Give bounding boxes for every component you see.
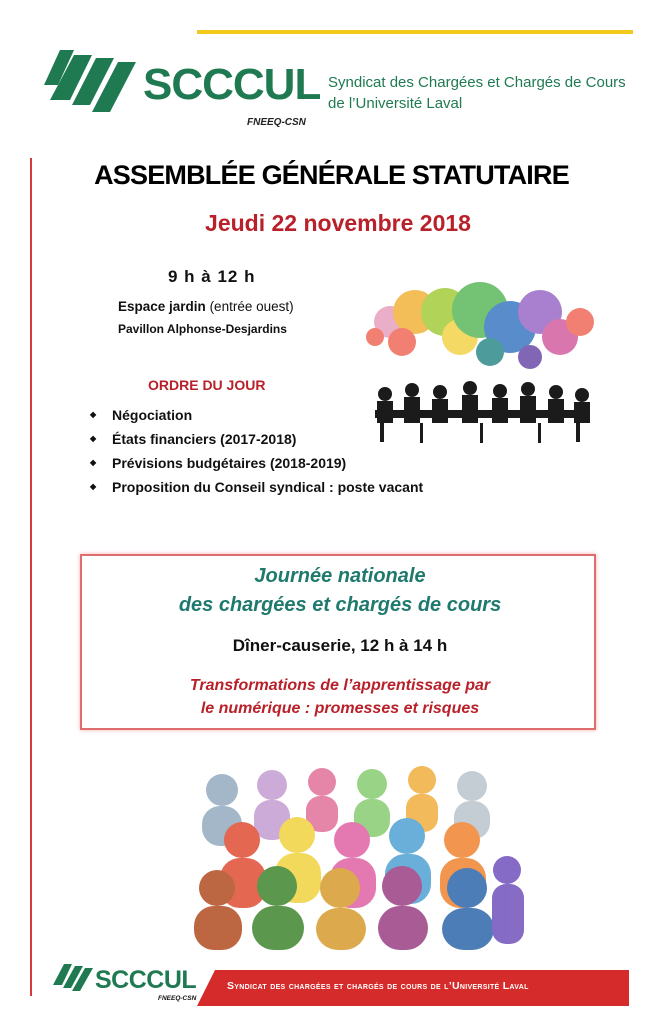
org-name bbox=[328, 72, 628, 114]
journee-title-line2: des chargées et chargés de cours bbox=[178, 594, 502, 616]
agenda-title: ORDRE DU JOUR bbox=[148, 377, 266, 393]
header-rule bbox=[197, 30, 633, 34]
meeting-illustration bbox=[360, 282, 600, 452]
event-place-name: Espace jardin bbox=[118, 299, 206, 314]
footer-logo-wordmark: SCCCUL bbox=[95, 966, 197, 994]
crowd-illustration bbox=[182, 760, 527, 950]
event-hours: 9 h à 12 h bbox=[168, 267, 256, 286]
footer-logo-subtitle: FNEEQ-CSN bbox=[158, 995, 197, 1002]
footer-band-text: Syndicat des chargées et chargés de cours de l’Université Laval bbox=[227, 980, 529, 992]
side-divider bbox=[30, 158, 32, 996]
agenda-item-label: Négociation bbox=[112, 407, 193, 423]
agenda-item-label: Prévisions budgétaires (2018-2019) bbox=[112, 455, 347, 471]
org-name-line2: de l’Université Laval bbox=[328, 95, 463, 112]
bullet-icon: ◆ bbox=[90, 458, 97, 467]
footer-logo-icon bbox=[50, 957, 95, 993]
agenda-item bbox=[90, 475, 423, 499]
bullet-icon: ◆ bbox=[90, 434, 97, 443]
journee-title-line1: Journée nationale bbox=[254, 565, 426, 587]
agenda-item-label: Proposition du Conseil syndical : poste vacant bbox=[112, 479, 424, 495]
event-date: Jeudi 22 novembre 2018 bbox=[205, 210, 471, 236]
scccul-logo-icon bbox=[40, 40, 140, 120]
journee-topic-line2: le numérique : promesses et risques bbox=[200, 700, 480, 717]
logo-wordmark: SCCCUL bbox=[143, 60, 321, 109]
bullet-icon: ◆ bbox=[90, 410, 97, 419]
org-name-line1: Syndicat des Chargées et Chargés de Cours bbox=[328, 74, 626, 91]
agenda-item bbox=[90, 451, 423, 475]
page-title: ASSEMBLÉE GÉNÉRALE STATUTAIRE bbox=[94, 160, 569, 190]
journee-subtitle: Dîner-causerie, 12 h à 14 h bbox=[232, 636, 448, 655]
event-place-note: (entrée ouest) bbox=[209, 299, 294, 314]
event-building: Pavillon Alphonse-Desjardins bbox=[118, 322, 287, 336]
bullet-icon: ◆ bbox=[90, 482, 97, 491]
agenda-item-label: États financiers (2017-2018) bbox=[112, 431, 297, 447]
journee-topic-line1: Transformations de l’apprentissage par bbox=[189, 677, 491, 694]
logo-subtitle: FNEEQ-CSN bbox=[247, 117, 306, 128]
event-place bbox=[118, 299, 294, 314]
